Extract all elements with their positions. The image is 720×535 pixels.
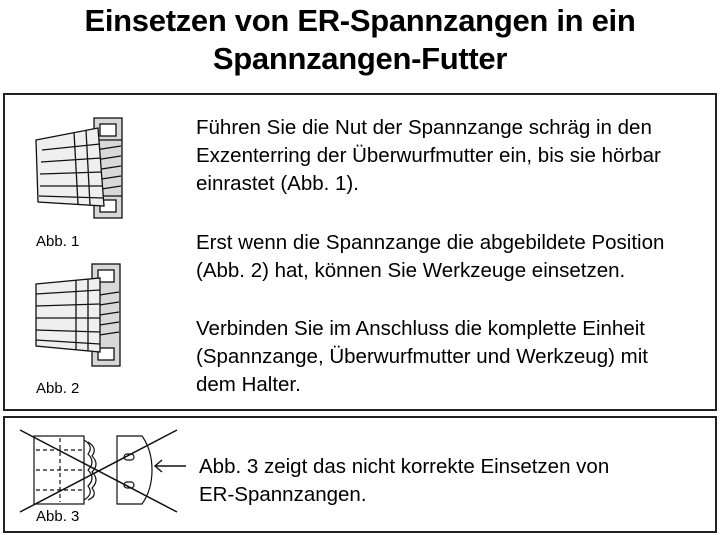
warning-text [199,453,609,509]
paragraph-1-line-2: Exzenterring der Überwurfmutter ein, bis sie hörbar [196,144,661,167]
figure-1-caption: Abb. 1 [36,233,80,250]
instruction-paragraph-3 [196,315,648,399]
figure-3-caption: Abb. 3 [36,508,80,525]
paragraph-3-line-1: Verbinden Sie im Anschluss die komplette Einheit [196,317,645,340]
instruction-paragraph-2 [196,229,664,285]
paragraph-2-line-2: (Abb. 2) hat, können Sie Werkzeuge einsetzen. [196,259,626,282]
figure-1-collet-tilted-illustration [28,110,138,225]
figure-2-collet-seated-illustration [28,258,138,373]
instruction-paragraph-1 [196,114,661,198]
paragraph-3-line-2: (Spannzange, Überwurfmutter und Werkzeug) mit [196,345,648,368]
paragraph-2-line-1: Erst wenn die Spannzange die abgebildete Position [196,231,665,254]
figure-2-caption: Abb. 2 [36,380,80,397]
paragraph-3-line-3: dem Halter. [196,373,301,396]
paragraph-1-line-3: einrastet (Abb. 1). [196,172,359,195]
title-line-2: Spannzangen-Futter [212,41,508,76]
warning-text-line-1: Abb. 3 zeigt das nicht korrekte Einsetzen von [199,455,610,478]
warning-text-line-2: ER-Spannzangen. [199,483,367,506]
paragraph-1-line-1: Führen Sie die Nut der Spannzange schräg in den [196,116,652,139]
left-arrow-icon [152,459,188,473]
page-title [0,2,720,78]
title-line-1: Einsetzen von ER-Spannzangen in ein [84,3,636,38]
